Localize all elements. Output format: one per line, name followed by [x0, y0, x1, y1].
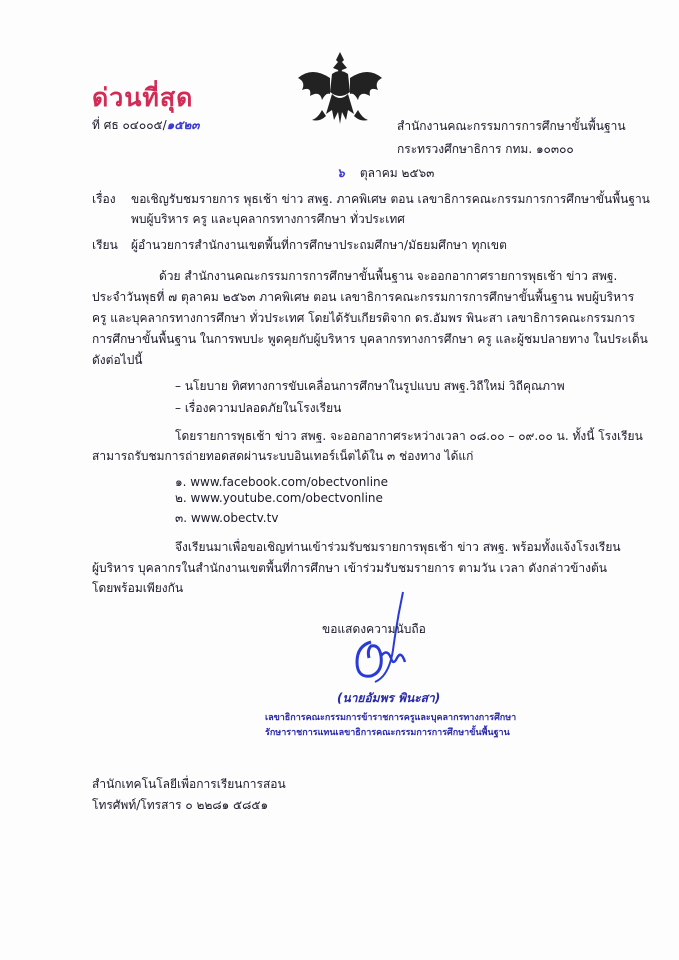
- date-month-year: ตุลาคม ๒๕๖๓: [359, 166, 435, 180]
- bullet-item: – นโยบาย ทิศทางการขับเคลื่อนการศึกษาในรูปแบบ สพฐ.วิถีใหม่ วิถีคุณภาพ: [175, 379, 565, 393]
- subject-line: พบผู้บริหาร ครู และบุคลากรทางการศึกษา ทั่วประเทศ: [131, 212, 405, 226]
- channel-link-facebook: ๑. www.facebook.com/obectvonline: [175, 475, 389, 489]
- agency-name: สำนักงานคณะกรรมการการศึกษาขั้นพื้นฐาน: [397, 119, 626, 133]
- garuda-emblem: [292, 48, 388, 130]
- signatory-title: รักษาราชการแทนเลขาธิการคณะกรรมการการศึกษาขั้นพื้นฐาน: [265, 728, 510, 738]
- agency-address: กระทรวงศึกษาธิการ กทม. ๑๐๓๐๐: [397, 142, 574, 156]
- doc-number-prefix: ที่ ศธ ๐๔๐๐๕/: [92, 118, 167, 132]
- urgency-heading: ด่วนที่สุด: [92, 83, 194, 112]
- paragraph-line: สามารถรับชมการถ่ายทอดสดผ่านระบบอินเทอร์เน็ตได้ใน ๓ ช่องทาง ได้แก่: [92, 449, 474, 463]
- letter-date: [337, 165, 434, 181]
- recipient-label: เรียน: [92, 238, 118, 252]
- paragraph-line: ประจำวันพุธที่ ๗ ตุลาคม ๒๕๖๓ ภาคพิเศษ ตอน เลขาธิการคณะกรรมการการศึกษาขั้นพื้นฐาน พบผู้บริหาร: [92, 290, 635, 304]
- paragraph-line: ด้วย สำนักงานคณะกรรมการการศึกษาขั้นพื้นฐาน จะออกอากาศรายการพุธเช้า ข่าว สพฐ.: [159, 269, 618, 283]
- handwritten-signature: [345, 590, 425, 700]
- paragraph-line: ผู้บริหาร บุคลากรในสำนักงานเขตพื้นที่การศึกษา เข้าร่วมรับชมรายการ ตามวัน เวลา ดังกล่าวข้างต้น: [92, 561, 607, 575]
- paragraph-line: โดยรายการพุธเช้า ข่าว สพฐ. จะออกอากาศระหว่างเวลา ๐๘.๐๐ – ๐๙.๐๐ น. ทั้งนี้ โรงเรียน: [175, 429, 643, 443]
- footer-office: สำนักเทคโนโลยีเพื่อการเรียนการสอน: [92, 777, 286, 791]
- closing-phrase: ขอแสดงความนับถือ: [322, 622, 426, 636]
- recipient-text: ผู้อำนวยการสำนักงานเขตพื้นที่การศึกษาประถมศึกษา/มัธยมศึกษา ทุกเขต: [131, 238, 507, 252]
- channel-link-youtube: ๒. www.youtube.com/obectvonline: [175, 491, 383, 505]
- channel-link-obectv: ๓. www.obectv.tv: [175, 511, 279, 525]
- bullet-item: – เรื่องความปลอดภัยในโรงเรียน: [175, 401, 342, 415]
- signatory-title: เลขาธิการคณะกรรมการข้าราชการครูและบุคลากรทางการศึกษา: [265, 713, 517, 723]
- subject-line: ขอเชิญรับชมรายการ พุธเช้า ข่าว สพฐ. ภาคพิเศษ ตอน เลขาธิการคณะกรรมการการศึกษาขั้นพื้นฐาน: [131, 192, 650, 206]
- paragraph-line: จึงเรียนมาเพื่อขอเชิญท่านเข้าร่วมรับชมรายการพุธเช้า ข่าว สพฐ. พร้อมทั้งแจ้งโรงเรียน: [175, 540, 621, 554]
- date-day-handwritten: ๖: [337, 166, 345, 180]
- signatory-name: (นายอัมพร พินะสา): [337, 691, 441, 705]
- paragraph-line: โดยพร้อมเพียงกัน: [92, 581, 184, 595]
- document-number: [92, 117, 199, 133]
- paragraph-line: ดังต่อไปนี้: [92, 353, 143, 367]
- footer-phone: โทรศัพท์/โทรสาร ๐ ๒๒๘๑ ๕๘๕๑: [92, 798, 269, 812]
- subject-label: เรื่อง: [92, 192, 116, 206]
- paragraph-line: การศึกษาขั้นพื้นฐาน ในการพบปะ พูดคุยกับผู้บริหาร บุคลากรทางการศึกษา ครู และผู้ชมปลายทาง ในประเด็น: [92, 332, 648, 346]
- paragraph-line: ครู และบุคลากรทางการศึกษา ทั่วประเทศ โดยได้รับเกียรติจาก ดร.อัมพร พินะสา เลขาธิการคณะกรรมการ: [92, 311, 635, 325]
- doc-number-handwritten: ๑๕๒๓: [166, 118, 200, 132]
